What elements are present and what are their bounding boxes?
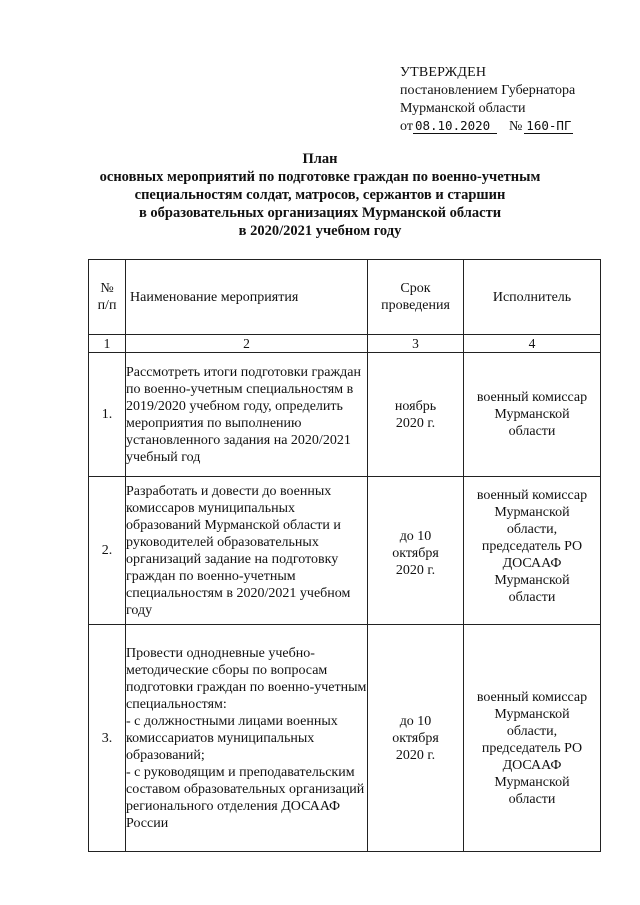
table-row bbox=[89, 353, 601, 477]
approval-line-1: постановлением Губернатора bbox=[400, 83, 576, 98]
title-line-4: в образовательных организациях Мурманской области bbox=[138, 205, 502, 221]
title-line-1: План bbox=[302, 151, 338, 167]
approval-line-2: Мурманской области bbox=[400, 101, 526, 116]
header-term: Срок проведения bbox=[368, 260, 464, 335]
approval-number: 160-ПГ bbox=[526, 118, 572, 133]
column-index: 2 bbox=[126, 335, 368, 353]
approval-status: УТВЕРЖДЕН bbox=[400, 65, 487, 80]
row-term: до 10 октября 2020 г. bbox=[368, 625, 464, 852]
approval-block bbox=[400, 64, 630, 136]
row-executor: военный комиссар Мурманской области, председатель РО ДОСААФ Мурманской области bbox=[464, 477, 601, 625]
table-row bbox=[89, 477, 601, 625]
title-line-2: основных мероприятий по подготовке граждан по военно-учетным bbox=[99, 169, 541, 185]
column-index-row bbox=[89, 335, 601, 353]
column-index: 1 bbox=[89, 335, 126, 353]
row-number: 2. bbox=[89, 477, 126, 625]
title-line-5: в 2020/2021 учебном году bbox=[238, 223, 402, 239]
row-event-name: Разработать и довести до военных комиссаров муниципальных образований Мурманской области и руководителей образовательных организаций задание на подготовку граждан по военно-учетным специальностям в 2020/2021 учебном году bbox=[126, 477, 368, 625]
table-row bbox=[89, 625, 601, 852]
row-event-name: Рассмотреть итоги подготовки граждан по военно-учетным специальностям в 2019/2020 учебном году, определить мероприятия по выполнению установленного задания на 2020/2021 учебный год bbox=[126, 353, 368, 477]
row-term: до 10 октября 2020 г. bbox=[368, 477, 464, 625]
table-header-row bbox=[89, 260, 601, 335]
title-line-3: специальностям солдат, матросов, сержантов и старшин bbox=[134, 187, 506, 203]
approval-signature-line bbox=[400, 118, 630, 136]
column-index: 4 bbox=[464, 335, 601, 353]
approval-date: 08.10.2020 bbox=[413, 118, 497, 134]
row-term: ноябрь 2020 г. bbox=[368, 353, 464, 477]
document-title bbox=[0, 150, 640, 240]
header-number: № п/п bbox=[89, 260, 126, 335]
header-event-name: Наименование мероприятия bbox=[126, 260, 368, 335]
row-executor: военный комиссар Мурманской области, председатель РО ДОСААФ Мурманской области bbox=[464, 625, 601, 852]
row-executor: военный комиссар Мурманской области bbox=[464, 353, 601, 477]
approval-number-sign: № bbox=[508, 119, 523, 134]
approval-from-label: от bbox=[400, 119, 413, 134]
plan-table bbox=[88, 259, 601, 852]
header-executor: Исполнитель bbox=[464, 260, 601, 335]
row-number: 1. bbox=[89, 353, 126, 477]
row-number: 3. bbox=[89, 625, 126, 852]
column-index: 3 bbox=[368, 335, 464, 353]
row-event-name: Провести однодневные учебно-методические сборы по вопросам подготовки граждан по военно-учетным специальностям: - с должностными лицами военных комиссариатов муниципальных образований; - с руководящим и преподавательским составом образовательных организаций регионального отделения ДОСААФ России bbox=[126, 625, 368, 852]
